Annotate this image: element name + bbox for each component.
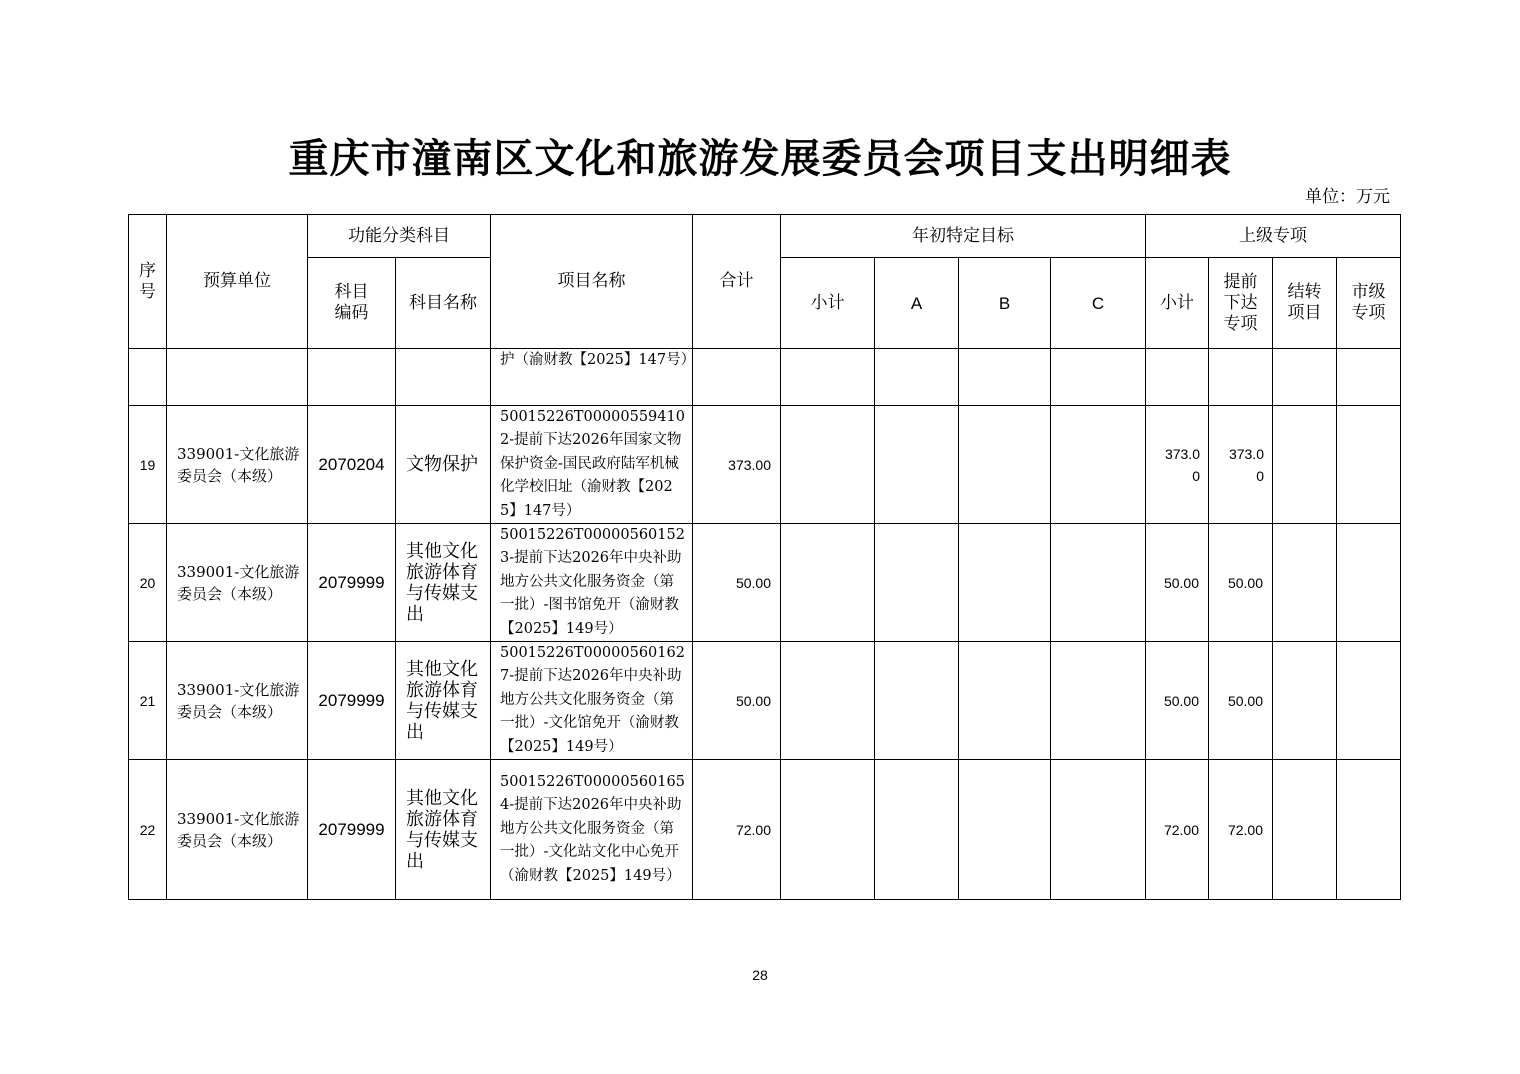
header-sup-carryover: 结转项目 bbox=[1273, 258, 1337, 349]
cell-project-name: 护（渝财教【2025】147号） bbox=[491, 349, 693, 406]
table-row bbox=[129, 642, 1401, 760]
cell-sup-city bbox=[1337, 642, 1401, 760]
cell-col-b bbox=[959, 406, 1051, 524]
cell-empty bbox=[875, 349, 959, 406]
cell-subject-name: 文物保护 bbox=[396, 406, 491, 524]
cell-annual-subtotal bbox=[781, 760, 875, 900]
unit-label: 单位：万元 bbox=[1305, 187, 1390, 207]
cell-sup-carryover bbox=[1273, 642, 1337, 760]
cell-sup-city bbox=[1337, 406, 1401, 524]
continuation-row bbox=[129, 349, 1401, 406]
header-annual-target: 年初特定目标 bbox=[781, 215, 1146, 258]
header-budget-unit: 预算单位 bbox=[167, 215, 308, 349]
cell-subject-name: 其他文化旅游体育与传媒支出 bbox=[396, 524, 491, 642]
cell-col-a bbox=[875, 642, 959, 760]
header-col-b: B bbox=[959, 258, 1051, 349]
cell-sup-carryover bbox=[1273, 760, 1337, 900]
table-row bbox=[129, 760, 1401, 900]
table-row bbox=[129, 406, 1401, 524]
cell-empty bbox=[396, 349, 491, 406]
table-row bbox=[129, 524, 1401, 642]
cell-sup-subtotal: 50.00 bbox=[1146, 524, 1209, 642]
cell-subject-code: 2079999 bbox=[308, 524, 396, 642]
cell-sup-advance: 50.00 bbox=[1209, 524, 1273, 642]
cell-empty bbox=[308, 349, 396, 406]
cell-subject-name: 其他文化旅游体育与传媒支出 bbox=[396, 760, 491, 900]
cell-project-name: 50015226T000005601523-提前下达2026年中央补助地方公共文化服务资金（第一批）-图书馆免开（渝财教【2025】149号） bbox=[491, 524, 693, 642]
cell-budget-unit: 339001-文化旅游委员会（本级） bbox=[167, 406, 308, 524]
expenditure-table bbox=[128, 214, 1401, 900]
header-col-c: C bbox=[1051, 258, 1146, 349]
cell-empty bbox=[1051, 349, 1146, 406]
header-subject-code: 科目编码 bbox=[308, 258, 396, 349]
header-project-name: 项目名称 bbox=[491, 215, 693, 349]
cell-subject-name: 其他文化旅游体育与传媒支出 bbox=[396, 642, 491, 760]
cell-project-name: 50015226T000005601654-提前下达2026年中央补助地方公共文化服务资金（第一批）-文化站文化中心免开（渝财教【2025】149号） bbox=[491, 760, 693, 900]
header-subject-name: 科目名称 bbox=[396, 258, 491, 349]
cell-sup-city bbox=[1337, 524, 1401, 642]
cell-empty bbox=[1146, 349, 1209, 406]
cell-seq: 22 bbox=[129, 760, 167, 900]
cell-project-name: 50015226T000005594102-提前下达2026年国家文物保护资金-国民政府陆军机械化学校旧址（渝财教【2025】147号） bbox=[491, 406, 693, 524]
header-sup-subtotal: 小计 bbox=[1146, 258, 1209, 349]
cell-col-a bbox=[875, 760, 959, 900]
cell-annual-subtotal bbox=[781, 406, 875, 524]
cell-budget-unit: 339001-文化旅游委员会（本级） bbox=[167, 642, 308, 760]
cell-sup-subtotal: 373.00 bbox=[1146, 406, 1209, 524]
cell-annual-subtotal bbox=[781, 524, 875, 642]
cell-sup-subtotal: 72.00 bbox=[1146, 760, 1209, 900]
cell-empty bbox=[693, 349, 781, 406]
cell-total: 50.00 bbox=[693, 524, 781, 642]
cell-seq: 21 bbox=[129, 642, 167, 760]
cell-sup-carryover bbox=[1273, 406, 1337, 524]
cell-col-b bbox=[959, 642, 1051, 760]
cell-subject-code: 2070204 bbox=[308, 406, 396, 524]
cell-empty bbox=[959, 349, 1051, 406]
cell-subject-code: 2079999 bbox=[308, 760, 396, 900]
cell-total: 50.00 bbox=[693, 642, 781, 760]
cell-col-a bbox=[875, 406, 959, 524]
cell-total: 373.00 bbox=[693, 406, 781, 524]
cell-budget-unit: 339001-文化旅游委员会（本级） bbox=[167, 760, 308, 900]
cell-subject-code: 2079999 bbox=[308, 642, 396, 760]
cell-empty bbox=[781, 349, 875, 406]
cell-sup-advance: 72.00 bbox=[1209, 760, 1273, 900]
cell-empty bbox=[129, 349, 167, 406]
page-number: 28 bbox=[752, 967, 768, 983]
header-sup-city: 市级专项 bbox=[1337, 258, 1401, 349]
header-col-a: A bbox=[875, 258, 959, 349]
cell-empty bbox=[1337, 349, 1401, 406]
header-sup-advance: 提前下达专项 bbox=[1209, 258, 1273, 349]
cell-sup-advance: 373.00 bbox=[1209, 406, 1273, 524]
cell-col-c bbox=[1051, 642, 1146, 760]
header-superior: 上级专项 bbox=[1146, 215, 1401, 258]
header-total: 合计 bbox=[693, 215, 781, 349]
cell-sup-advance: 50.00 bbox=[1209, 642, 1273, 760]
cell-annual-subtotal bbox=[781, 642, 875, 760]
cell-total: 72.00 bbox=[693, 760, 781, 900]
cell-col-c bbox=[1051, 760, 1146, 900]
cell-seq: 20 bbox=[129, 524, 167, 642]
cell-budget-unit: 339001-文化旅游委员会（本级） bbox=[167, 524, 308, 642]
cell-col-b bbox=[959, 760, 1051, 900]
header-seq: 序号 bbox=[129, 215, 167, 349]
cell-col-b bbox=[959, 524, 1051, 642]
page-title: 重庆市潼南区文化和旅游发展委员会项目支出明细表 bbox=[288, 135, 1232, 182]
cell-col-a bbox=[875, 524, 959, 642]
cell-sup-carryover bbox=[1273, 524, 1337, 642]
cell-sup-subtotal: 50.00 bbox=[1146, 642, 1209, 760]
header-func-class: 功能分类科目 bbox=[308, 215, 491, 258]
cell-seq: 19 bbox=[129, 406, 167, 524]
cell-empty bbox=[167, 349, 308, 406]
cell-col-c bbox=[1051, 524, 1146, 642]
cell-project-name: 50015226T000005601627-提前下达2026年中央补助地方公共文化服务资金（第一批）-文化馆免开（渝财教【2025】149号） bbox=[491, 642, 693, 760]
header-row-1 bbox=[129, 215, 1401, 258]
cell-empty bbox=[1273, 349, 1337, 406]
cell-empty bbox=[1209, 349, 1273, 406]
cell-col-c bbox=[1051, 406, 1146, 524]
cell-sup-city bbox=[1337, 760, 1401, 900]
header-annual-subtotal: 小计 bbox=[781, 258, 875, 349]
